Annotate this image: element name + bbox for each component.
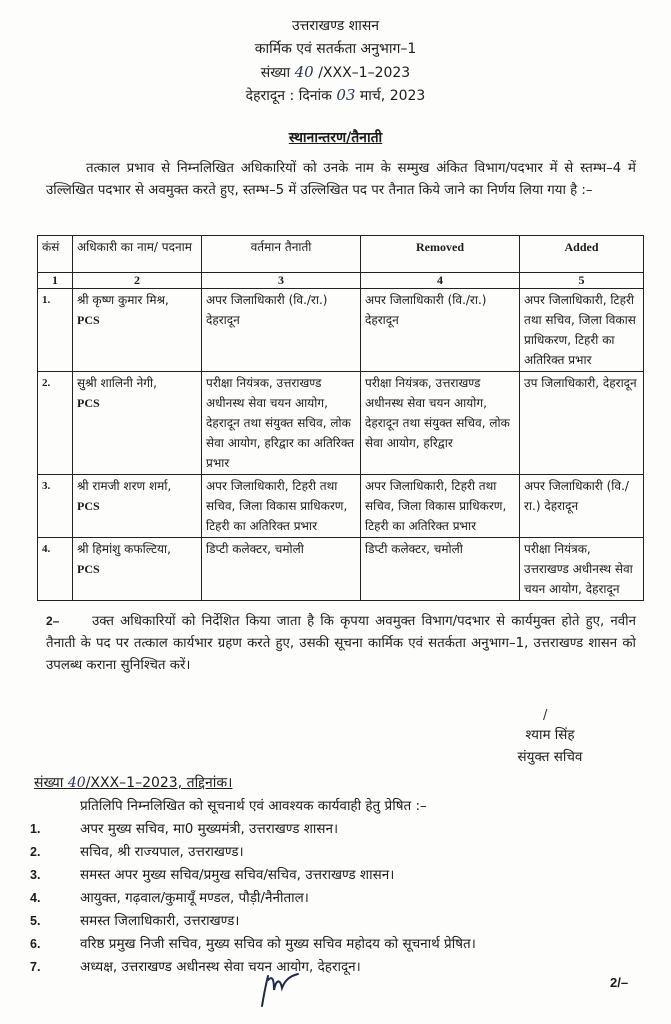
list-item [30,864,476,887]
order-number [0,62,671,83]
row-sno: 3. [38,475,73,538]
copy-reference [34,773,232,792]
item-text: वरिष्ठ प्रमुख निजी सचिव, मुख्य सचिव को मुख्य सचिव महोदय को सूचनार्थ प्रेषित। [80,936,476,952]
row-sno: 2. [38,372,73,475]
officer-name: सुश्री शालिनी नेगी, [77,376,157,390]
column-number-row [38,273,644,289]
officer-service: PCS [77,562,100,576]
table-header-row [38,236,644,273]
copy-ref-suffix: /XXX–1–2023, तद्दिनांक। [85,775,233,791]
item-number: 7. [30,960,41,974]
signatory-designation: संयुक्त सचिव [517,749,583,765]
officer-service: PCS [77,499,100,513]
column-number: 2 [73,273,202,289]
item-number: 4. [30,891,41,905]
handwritten-date: 03 [336,86,356,104]
list-item [30,818,476,841]
date-prefix: देहरादून : दिनांक [245,88,332,104]
transfer-table [37,235,644,601]
officer-cell [73,289,202,372]
table-row [38,372,644,475]
officer-name: श्री कृष्ण कुमार मिश्र, [77,293,169,307]
column-number: 3 [202,273,361,289]
header-sno: कंसं [38,236,73,273]
item-text: सचिव, श्री राज्यपाल, उत्तराखण्ड। [80,844,244,860]
list-item [30,841,476,864]
table-row [38,538,644,601]
item-number: 5. [30,914,41,928]
current-posting: परीक्षा नियंत्रक, उत्तराखण्ड अधीनस्थ सेवा चयन आयोग, देहरादून तथा संयुक्त सचिव, लोक सेवा आयोग, हरिद्वार का अतिरिक्त प्रभार [202,372,361,475]
added-posting: अपर जिलाधिकारी (वि./रा.) देहरादून [520,475,644,538]
column-number: 5 [520,273,644,289]
removed-posting: अपर जिलाधिकारी (वि./रा.) देहरादून [361,289,520,372]
list-item [30,956,476,979]
table-row [38,475,644,538]
item-number: 1. [30,822,41,836]
removed-posting: अपर जिलाधिकारी, टिहरी तथा सचिव, जिला विकास प्राधिकरण, टिहरी का अतिरिक्त प्रभार [361,475,520,538]
removed-posting: डिप्टी कलेक्टर, चमोली [361,538,520,601]
handwritten-number: 40 [294,63,314,81]
added-posting: उप जिलाधिकारी, देहरादून [520,372,644,475]
handwritten-initials-icon [258,970,318,1010]
row-sno: 1. [38,289,73,372]
table-row [38,289,644,372]
intro-text: तत्काल प्रभाव से निम्नलिखित अधिकारियों को उनके नाम के सम्मुख अंकित विभाग/पदभार में से स्तम्भ–4 में उल्लिखित पदभार से अवमुक्त करते हुए, स्तम्भ–5 में उल्लिखित पद पर तैनात किये जाने का निर्णय लिया गया है :– [46,161,636,198]
officer-service: PCS [77,396,100,410]
list-item [30,887,476,910]
officer-cell [73,475,202,538]
row-sno: 4. [38,538,73,601]
item-text: समस्त जिलाधिकारी, उत्तराखण्ड। [80,913,240,929]
header-current-posting: वर्तमान तैनाती [202,236,361,273]
copy-list [30,818,476,979]
subject-heading: स्थानान्तरण/तैनाती [288,130,383,146]
date-suffix: मार्च, 2023 [359,88,426,104]
header-officer: अधिकारी का नाम/ पदनाम [73,236,202,273]
paragraph-2 [46,610,636,677]
signature-mark: / [543,708,548,723]
removed-posting: परीक्षा नियंत्रक, उत्तराखण्ड अधीनस्थ सेवा चयन आयोग, देहरादून तथा संयुक्त सचिव, लोक सेवा आयोग, हरिद्वार [361,372,520,475]
copy-ref-prefix: संख्या [34,775,64,791]
item-text: अपर मुख्य सचिव, मा0 मुख्यमंत्री, उत्तराखण्ड शासन। [80,821,339,837]
column-number: 4 [361,273,520,289]
list-item [30,910,476,933]
paragraph-2-text: उक्त अधिकारियों को निर्देशित किया जाता है कि कृपया अवमुक्त विभाग/पदभार से कार्यमुक्त होते हुए, नवीन तैनाती के पद पर तत्काल कार्यभार ग्रहण करते हुए, उसकी सूचना कार्मिक एवं सतर्कता अनुभाग–1, उत्तराखण्ड शासन को उपलब्ध कराना सुनिश्चित करें। [46,614,636,673]
item-text: समस्त अपर मुख्य सचिव/प्रमुख सचिव/सचिव, उत्तराखण्ड शासन। [80,867,395,883]
added-posting: परीक्षा नियंत्रक, उत्तराखण्ड अधीनस्थ सेवा चयन आयोग, देहरादून [520,538,644,601]
header-removed: Removed [361,236,520,273]
order-date [0,85,671,106]
item-text: आयुक्त, गढ़वाल/कुमायूँ मण्डल, पौड़ी/नैनीताल। [80,890,309,906]
copy-intro: प्रतिलिपि निम्नलिखित को सूचनार्थ एवं आवश्यक कार्यवाही हेतु प्रेषित :– [80,798,427,814]
paragraph-number: 2– [46,614,60,628]
officer-name: श्री रामजी शरण शर्मा, [77,479,172,493]
header-added: Added [520,236,644,273]
intro-paragraph [46,158,636,202]
government-title: उत्तराखण्ड शासन [291,18,380,34]
order-number-prefix: संख्या [260,65,291,81]
column-number: 1 [38,273,73,289]
signatory-name: श्याम सिंह [525,727,575,743]
current-posting: डिप्टी कलेक्टर, चमोली [202,538,361,601]
current-posting: अपर जिलाधिकारी (वि./रा.) देहरादून [202,289,361,372]
current-posting: अपर जिलाधिकारी, टिहरी तथा सचिव, जिला विकास प्राधिकरण, टिहरी का अतिरिक्त प्रभार [202,475,361,538]
item-number: 3. [30,868,41,882]
officer-name: श्री हिमांशु कफल्टिया, [77,542,171,556]
section-title: कार्मिक एवं सतर्कता अनुभाग–1 [254,41,417,57]
item-text: अध्यक्ष, उत्तराखण्ड अधीनस्थ सेवा चयन आयोग, देहरादून। [80,959,361,975]
page-continuation: 2/– [610,975,629,990]
item-number: 6. [30,937,41,951]
added-posting: अपर जिलाधिकारी, टिहरी तथा सचिव, जिला विकास प्राधिकरण, टिहरी का अतिरिक्त प्रभार [520,289,644,372]
officer-cell [73,538,202,601]
officer-cell [73,372,202,475]
list-item [30,933,476,956]
copy-ref-handwritten-number: 40 [67,775,86,791]
item-number: 2. [30,845,41,859]
order-number-suffix: /XXX–1–2023 [318,65,411,81]
officer-service: PCS [77,313,100,327]
